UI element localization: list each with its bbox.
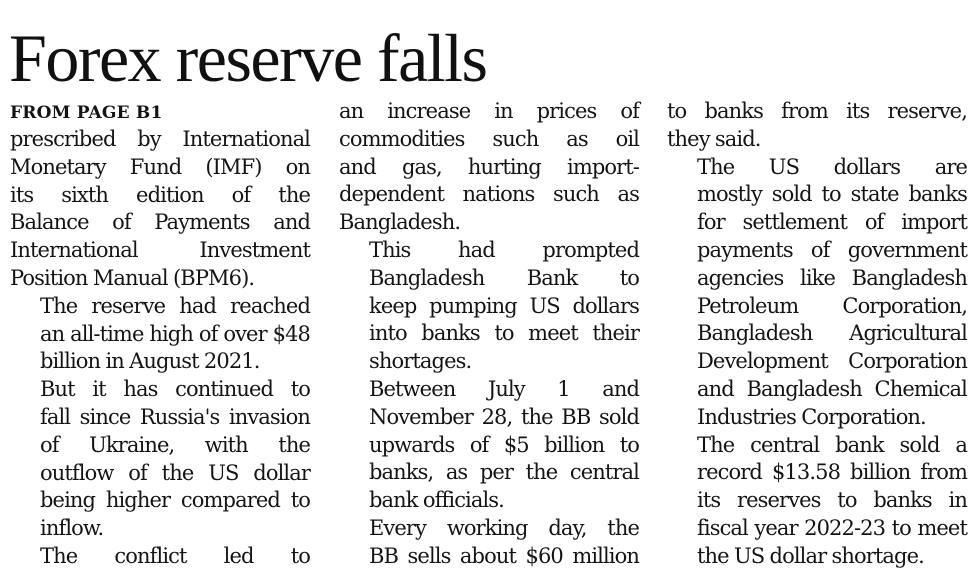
text-line: bank officials. [369,488,504,513]
text-line: banks, as per the central [369,460,639,485]
text-line: But it has continued to [40,377,310,402]
text-line: an increase in prices of [339,99,639,123]
article-paragraph [339,515,639,571]
text-line: Every working day, the [369,515,639,540]
article-paragraph [10,293,310,376]
text-line: upwards of $5 billion to [369,432,639,457]
text-line: the US dollar shortage. [697,543,924,568]
text-line: Bangladesh Bank to [369,265,639,290]
text-line: and Bangladesh Chemical [697,376,967,401]
text-line: and gas, hurting import- [339,154,639,179]
text-line: they said. [667,126,761,151]
text-line: Between July 1 and [369,376,639,401]
text-line: commodities such as oil [339,126,639,151]
text-line: November 28, the BB sold [369,404,639,429]
text-line: Position Manual (BPM6). [10,265,255,290]
text-line: an all-time high of over $48 [40,321,310,346]
article-column-2 [339,98,639,571]
text-line: Balance of Payments and [10,210,310,235]
jump-line: FROM PAGE B1 [10,103,163,123]
text-line: record $13.58 billion from [697,460,967,485]
text-line: fall since Russia's invasion [40,404,310,429]
article-paragraph [339,376,639,515]
text-line: The central bank sold a [697,432,967,457]
text-line: into banks to meet their [369,321,639,346]
text-line: being higher compared to [40,488,310,513]
text-line: its reserves to banks in [697,488,967,513]
article-paragraph [339,237,639,376]
article-paragraph [10,376,310,543]
text-line: dependent nations such as [339,182,639,207]
text-line: This had prompted [369,237,639,262]
article-column-3 [667,98,967,571]
headline: Forex reserve falls [9,20,487,96]
text-line: billion in August 2021. [40,349,260,374]
article-column-1 [10,98,310,571]
text-line: Monetary Fund (IMF) on [10,154,310,179]
text-line: shortages. [369,349,472,374]
text-line: inflow. [40,516,104,541]
text-line: The US dollars are [697,154,967,179]
article-paragraph [667,98,967,154]
text-line: keep pumping US dollars [369,293,639,318]
text-line: prescribed by International [10,127,310,151]
text-line: Industries Corporation. [697,404,926,429]
text-line: fiscal year 2022-23 to meet [697,515,967,540]
text-line: to banks from its reserve, [667,99,967,123]
text-line: BB sells about $60 million [369,543,639,568]
text-line: Bangladesh. [339,210,461,235]
text-line: mostly sold to state banks [697,182,967,207]
text-line: International Investment [10,238,310,263]
text-line: for settlement of import [697,210,967,235]
text-line: of Ukraine, with the [40,432,310,457]
text-line: Development Corporation [697,349,967,374]
article-paragraph [667,432,967,571]
text-line: The reserve had reached [40,293,310,318]
text-line: payments of government [697,237,967,262]
article-paragraph [667,154,967,432]
article-paragraph [10,543,310,571]
article-paragraph [339,98,639,237]
text-line: Petroleum Corporation, [697,293,967,318]
text-line: The conflict led to [40,543,310,568]
text-line: its sixth edition of the [10,182,310,207]
text-line: outflow of the US dollar [40,460,310,485]
article-paragraph [10,126,310,293]
text-line: Bangladesh Agricultural [697,321,967,346]
text-line: agencies like Bangladesh [697,265,967,290]
